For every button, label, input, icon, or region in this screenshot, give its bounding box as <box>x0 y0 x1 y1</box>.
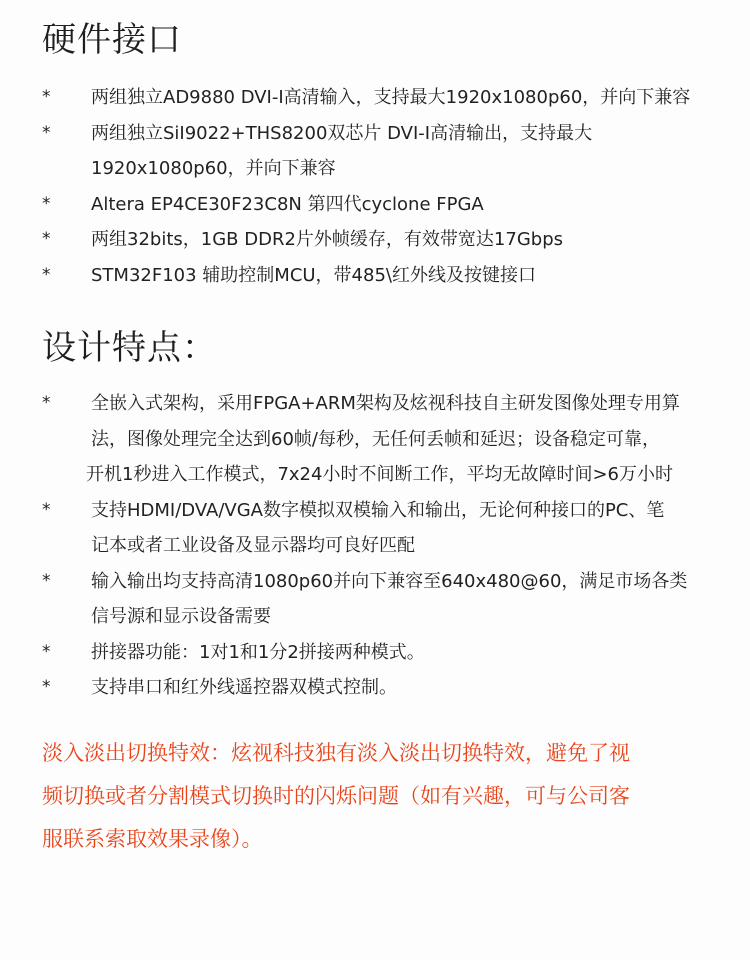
list-item-text <box>91 258 736 294</box>
list-item <box>0 258 750 294</box>
text-line: 两组独立SiI9022+THS8200双芯片 DVI-I高清输出，支持最大 <box>91 122 593 144</box>
list-item <box>0 222 750 258</box>
text-line: 1920x1080p60，并向下兼容 <box>91 158 336 179</box>
fade-effect-note <box>42 732 732 861</box>
text-line: 全嵌入式架构，采用FPGA+ARM架构及炫视科技自主研发图像处理专用算 <box>91 393 680 414</box>
note-line: 服联系索取效果录像）。 <box>42 827 263 851</box>
list-item-text <box>91 222 736 258</box>
note-line: 频切换或者分割模式切换时的闪烁问题（如有兴趣，可与公司客 <box>42 784 630 808</box>
text-line: STM32F103 辅助控制MCU，带485\红外线及按键接口 <box>91 264 536 286</box>
text-line: 两组32bits，1GB DDR2片外帧缓存，有效带宽达17Gbps <box>91 229 563 250</box>
bullet-marker: * <box>42 641 51 662</box>
list-item <box>0 493 750 564</box>
hardware-list <box>0 80 750 293</box>
list-item-text <box>91 670 736 706</box>
list-item <box>0 187 750 223</box>
features-section-title: 设计特点： <box>42 328 217 368</box>
list-item <box>0 564 750 635</box>
bullet-marker: * <box>42 677 51 697</box>
bullet-marker: * <box>42 122 51 143</box>
bullet-marker: * <box>42 229 51 249</box>
text-line: 两组独立AD9880 DVI-I高清输入，支持最大1920x1080p60，并向下兼容 <box>91 87 691 108</box>
bullet-marker: * <box>42 393 51 413</box>
list-item <box>0 386 750 493</box>
text-line: 记本或者工业设备及显示器均可良好匹配 <box>91 535 415 556</box>
text-line: 信号源和显示设备需要 <box>91 606 271 627</box>
text-line: 法，图像处理完全达到60帧/每秒，无任何丢帧和延迟；设备稳定可靠， <box>91 428 660 450</box>
bullet-marker: * <box>42 264 51 285</box>
text-line: 输入输出均支持高清1080p60并向下兼容至640x480@60，满足市场各类 <box>91 570 688 592</box>
list-item-text <box>91 493 736 564</box>
bullet-marker: * <box>42 570 51 591</box>
list-item-text <box>91 635 736 671</box>
bullet-marker: * <box>42 87 51 107</box>
list-item-text <box>91 187 736 223</box>
list-item-text <box>91 116 736 187</box>
text-line: 支持串口和红外线遥控器双模式控制。 <box>91 677 397 698</box>
text-line: 支持HDMI/DVA/VGA数字模拟双模输入和输出，无论何种接口的PC、笔 <box>91 499 665 521</box>
text-line: 拼接器功能：1对1和1分2拼接两种模式。 <box>91 641 425 663</box>
list-item-text <box>91 80 736 116</box>
list-item <box>0 116 750 187</box>
features-list <box>0 386 750 706</box>
list-item-text <box>86 386 736 493</box>
list-item <box>0 80 750 116</box>
text-line: Altera EP4CE30F23C8N 第四代cyclone FPGA <box>91 193 484 215</box>
bullet-marker: * <box>42 193 51 214</box>
bullet-marker: * <box>42 499 51 520</box>
list-item-text <box>91 564 736 635</box>
list-item <box>0 635 750 671</box>
text-line: 开机1秒进入工作模式，7x24小时不间断工作，平均无故障时间>6万小时 <box>86 464 673 485</box>
hardware-section-title: 硬件接口 <box>42 20 182 60</box>
note-line: 淡入淡出切换特效：炫视科技独有淡入淡出切换特效，避免了视 <box>42 741 630 765</box>
list-item <box>0 670 750 706</box>
